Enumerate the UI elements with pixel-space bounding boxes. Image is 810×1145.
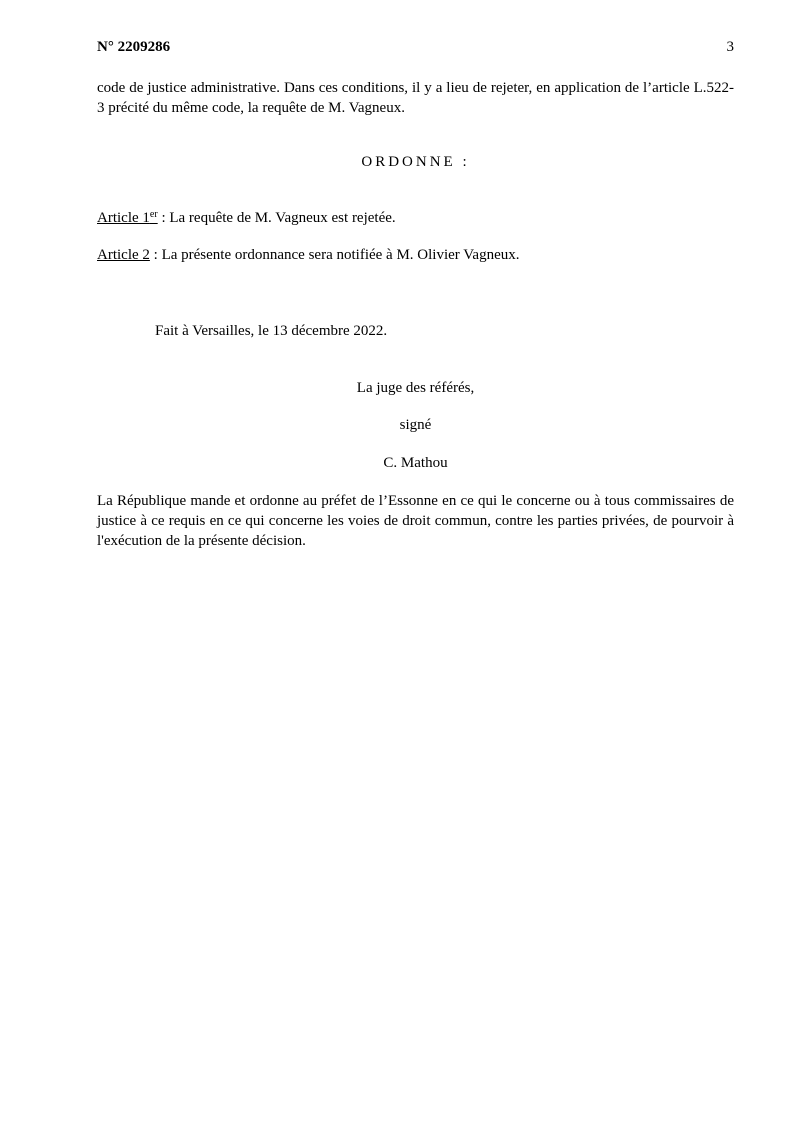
case-number: N° 2209286	[97, 39, 171, 55]
article-2-separator: :	[149, 247, 162, 263]
article-1	[97, 210, 396, 227]
place-date: Fait à Versailles, le 13 décembre 2022.	[155, 323, 388, 339]
signatory-name: C. Mathou	[383, 455, 448, 471]
enforcement-formula: La République mande et ordonne au préfet de l’Essonne en ce qui le concerne ou à tous commissaires de justice à ce requis en ce qui concerne les voies de droit commun, contre les parties privées, de pourvoir à l'exécution de la présente décision.	[97, 493, 734, 549]
article-2	[97, 247, 520, 264]
article-2-label: Article 2	[97, 247, 150, 263]
signed-mention: signé	[399, 417, 432, 433]
signatory-title: La juge des référés,	[356, 380, 475, 396]
article-2-text: La présente ordonnance sera notifiée à M. Olivier Vagneux.	[161, 247, 520, 263]
page-number: 3	[726, 39, 734, 55]
intro-paragraph: code de justice administrative. Dans ces conditions, il y a lieu de rejeter, en application de l’article L.522-3 précité du même code, la requête de M. Vagneux.	[97, 80, 734, 116]
article-1-separator: :	[157, 210, 170, 226]
ordonne-heading: ORDONNE :	[361, 154, 470, 170]
article-1-label: Article 1er	[97, 209, 158, 226]
article-1-text: La requête de M. Vagneux est rejetée.	[169, 210, 396, 226]
